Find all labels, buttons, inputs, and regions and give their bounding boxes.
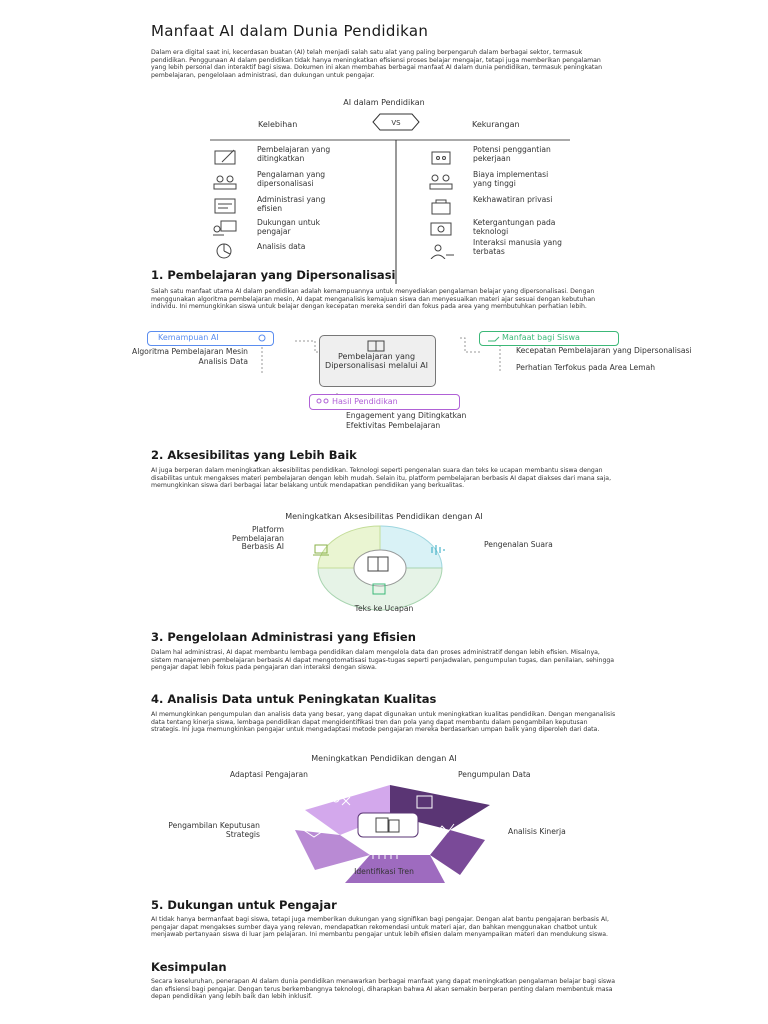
section4-heading: 4. Analisis Data untuk Peningkatan Kualitas [151,692,437,706]
con-item-2: Biaya implementasi yang tinggi [473,170,549,188]
decision-icon [303,823,325,839]
teacher-icon [213,221,236,235]
quality-label-decision: Pengambilan Keputusan Strategis [168,821,260,839]
section2-paragraph: AI juga berperan dalam meningkatkan aksesibilitas pendidikan. Teknologi seperti pengenalan suara dan teks ke ucapan membantu siswa dengan disabilitas untuk mengakses materi pembelajaran dengan lebih mudah. Selain itu, platform pembelajaran berbasis AI dapat diakses dari mana saja, memungkinkan siswa dari berbagai latar belakang untuk mendapatkan pendidikan yang berkualitas. [151,467,612,490]
conclusion-paragraph: Secara keseluruhan, penerapan AI dalam dunia pendidikan menawarkan berbagai manfaat yang dapat meningkatkan pengalaman belajar bagi siswa dan efisiensi bagi pengajar. Dengan terus berkembangnya teknologi, diharapkan bahwa AI akan semakin berperan penting dalam membentuk masa depan pendidikan yang lebih baik dan lebih inklusif. [151,978,615,1001]
intro-paragraph: Dalam era digital saat ini, kecerdasan buatan (AI) telah menjadi salah satu alat yang paling berpengaruh dalam berbagai sektor, termasuk pendidikan. Penggunaan AI dalam pendidikan tidak hanya meningkatkan efisiensi proses belajar mengajar, tetapi juga memberikan pengalaman yang lebih personal dan interaktif bagi siswa. Dokumen ini akan membahas berbagai manfaat AI dalam dunia pendidikan, termasuk peningkatan pembelajaran, pengelolaan administrasi, dan dukungan untuk pengajar. [151,49,603,79]
pro-item-1: Pembelajaran yang ditingkatkan [257,145,331,163]
section5-heading: 5. Dukungan untuk Pengajar [151,898,337,912]
center-label: Pembelajaran yang Dipersonalisasi melalui AI [325,352,428,370]
manfaat-item-2: Perhatian Terfokus pada Area Lemah [516,363,656,372]
access-label-platform: Platform Pembelajaran Berbasis AI [232,525,284,551]
hasil-item-2: Efektivitas Pembelajaran [346,421,441,430]
cons-icons [428,147,460,259]
section2-heading: 2. Aksesibilitas yang Lebih Baik [151,448,357,462]
conclusion-heading: Kesimpulan [151,960,227,974]
quality-label-collect: Pengumpulan Data [458,770,531,779]
coins-icon [430,175,452,189]
document-icon [215,199,235,213]
robot-icon [432,152,450,164]
section1-paragraph: Salah satu manfaat utama AI dalam pendidikan adalah kemampuannya untuk menyediakan pengalaman belajar yang dipersonalisasi. Dengan menggunakan algoritma pembelajaran mesin, AI dapat menganalisis kemajuan siswa dan menyesuaikan materi ajar sesuai dengan kebutuhan individu. Ini memungkinkan siswa untuk belajar dengan kecepatan mereka sendiri dan fokus pada area yang membutuhkan perhatian lebih. [151,288,596,311]
section5-paragraph: AI tidak hanya bermanfaat bagi siswa, tetapi juga memberikan dukungan yang signifikan bagi pengajar. Dengan alat bantu pengajaran berbasis AI, pengajar dapat mengakses sumber daya yang relevan, mendapatkan rekomendasi untuk materi ajar, dan bahkan menggunakan chatbot untuk menjawab pertanyaan siswa di luar jam pelajaran. Ini membantu pengajar untuk lebih efisien dalam menyampaikan materi dan mendukung siswa. [151,916,609,939]
pie-chart-icon [217,244,231,258]
section1-heading: 1. Pembelajaran yang Dipersonalisasi [151,268,396,282]
section3-heading: 3. Pengelolaan Administrasi yang Efisien [151,630,416,644]
quality-label-performance: Analisis Kinerja [508,827,566,836]
pro-item-3: Administrasi yang efisien [257,195,326,213]
diagram4-title: Meningkatkan Pendidikan dengan AI [311,754,457,763]
pro-item-5: Analisis data [257,242,306,251]
diagram3-title: Meningkatkan Aksesibilitas Pendidikan dengan AI [285,512,483,521]
con-item-5: Interaksi manusia yang terbatas [473,238,562,256]
pros-header: Kelebihan [258,120,298,129]
vs-label: VS [391,119,401,127]
access-label-tts: Teks ke Ucapan [354,604,414,613]
con-item-1: Potensi penggantian pekerjaan [473,145,551,163]
section4-paragraph: AI memungkinkan pengumpulan dan analisis data yang besar, yang dapat digunakan untuk meningkatkan kualitas pendidikan. Dengan menganalisis data tentang kinerja siswa, lembaga pendidikan dapat mengidentifikasi tren dan pola yang dapat membantu dalam pengambilan keputusan strategis. Ini juga memungkinkan pengajar untuk mengadaptasi metode pengajaran mereka berdasarkan umpan balik yang diperoleh dari data. [151,711,616,734]
pros-icons [212,147,244,259]
hasil-item-1: Engagement yang Ditingkatkan [346,411,467,420]
hand-icon [487,333,501,343]
quality-label-trend: Identifikasi Tren [354,867,414,876]
pencil-board-icon [215,150,235,164]
data-icon [370,815,406,835]
lock-icon [432,200,450,214]
manfaat-item-1: Kecepatan Pembelajaran yang Dipersonalisasi [516,346,692,355]
trend-icon [370,845,400,861]
gear-icon [255,333,269,343]
people-icon [431,245,454,259]
center-book-icon [364,554,394,574]
book-icon [366,339,386,353]
kemampuan-label: Kemampuan AI [158,333,219,342]
speaker-icon [370,583,388,595]
device-icon [431,223,451,235]
con-item-4: Ketergantungan pada teknologi [473,218,556,236]
pro-item-4: Dukungan untuk pengajar [257,218,320,236]
kemampuan-item-2: Analisis Data [198,357,248,366]
access-label-voice: Pengenalan Suara [484,540,553,549]
diagram1-title: AI dalam Pendidikan [343,98,425,107]
cons-header: Kekurangan [472,120,520,129]
collect-icon [414,794,436,810]
group-icon [214,176,236,189]
adapt-icon [330,793,352,809]
laptop-icon [312,544,330,556]
kemampuan-item-1: Algoritma Pembelajaran Mesin [132,347,248,356]
hasil-label: Hasil Pendidikan [332,397,398,406]
page-title: Manfaat AI dalam Dunia Pendidikan [151,22,429,40]
section3-paragraph: Dalam hal administrasi, AI dapat membantu lembaga pendidikan dalam mengelola data dan proses administratif dengan lebih efisien. Misalnya, sistem manajemen pembelajaran berbasis AI dapat mengotomatisasi tugas-tugas seperti penjadwalan, pengumpulan tugas, dan penilaian, sehingga pengajar dapat lebih fokus pada pengajaran dan interaksi dengan siswa. [151,649,615,672]
pro-item-2: Pengalaman yang dipersonalisasi [257,170,326,188]
voice-icon [430,544,448,556]
quality-label-adapt: Adaptasi Pengajaran [229,770,308,779]
network-icon [315,396,329,406]
con-item-3: Kekhawatiran privasi [473,195,553,204]
manfaat-label: Manfaat bagi Siswa [502,333,580,342]
performance-icon [434,822,456,838]
